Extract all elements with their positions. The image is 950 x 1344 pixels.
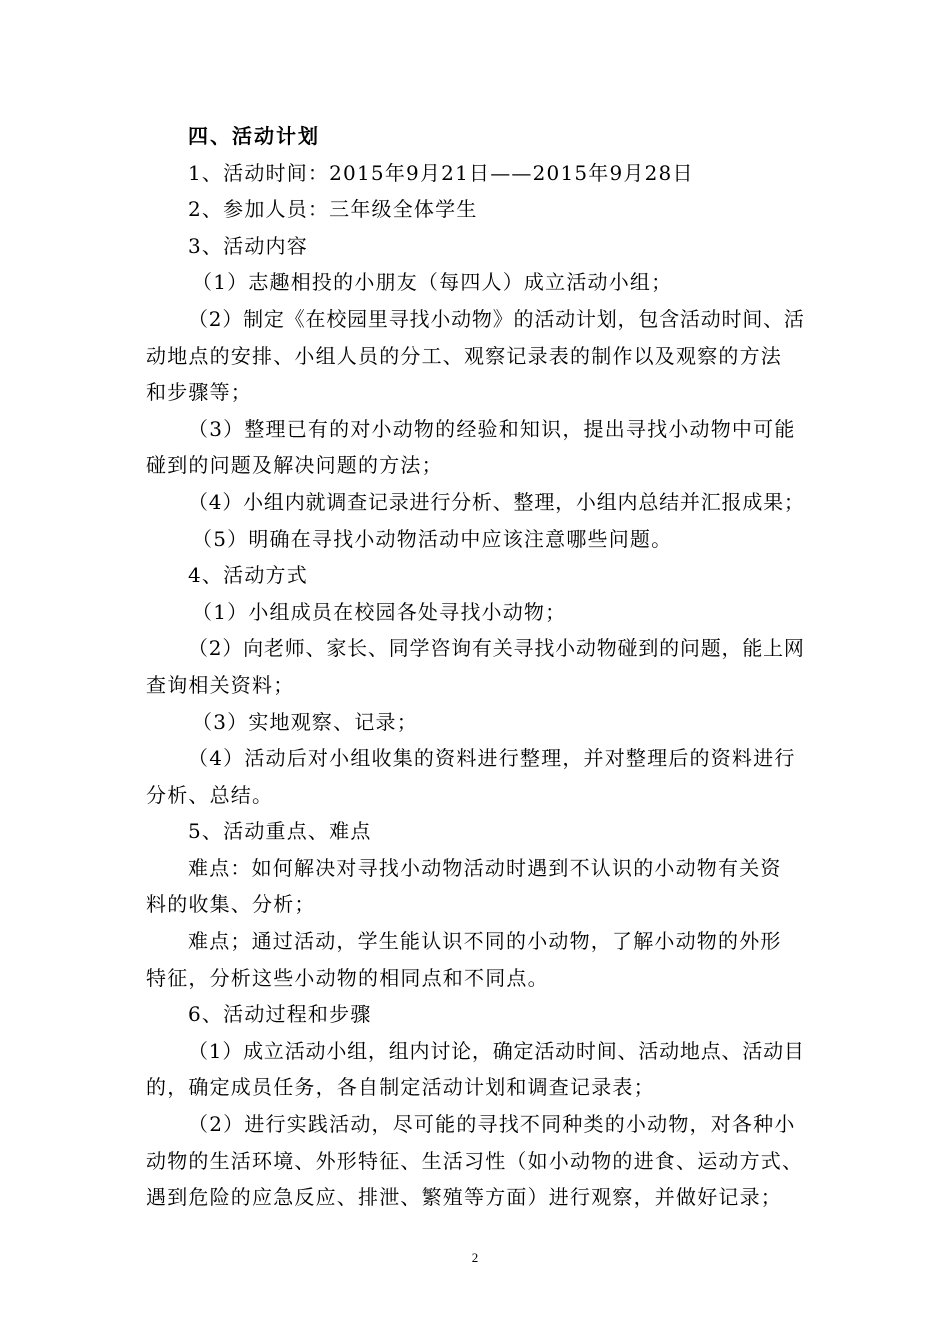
text-line: 2、参加人员：三年级全体学生 [188,197,478,222]
text-line: （2）向老师、家长、同学咨询有关寻找小动物碰到的问题，能上网 [188,636,805,661]
text-line: 遇到危险的应急反应、排泄、繁殖等方面）进行观察，并做好记录； [146,1185,782,1210]
text-line: 6、活动过程和步骤 [188,1002,372,1027]
text-line: （4）小组内就调查记录进行分析、整理，小组内总结并汇报成果； [188,489,805,514]
text-line: （5）明确在寻找小动物活动中应该注意哪些问题。 [192,526,673,551]
text-line: 查询相关资料； [146,672,295,697]
text-line: 动物的生活环境、外形特征、生活习性（如小动物的进食、运动方式、 [146,1148,804,1173]
text-line: （3）实地观察、记录； [192,709,418,734]
text-line: 和步骤等； [146,380,252,405]
text-line: 动地点的安排、小组人员的分工、观察记录表的制作以及观察的方法 [146,343,782,368]
text-line: 难点；通过活动，学生能认识不同的小动物，了解小动物的外形 [188,929,782,954]
text-line: （2）制定《在校园里寻找小动物》的活动计划，包含活动时间、活 [188,306,805,331]
page-number: 2 [471,1250,479,1265]
text-line: 难点：如何解决对寻找小动物活动时遇到不认识的小动物有关资 [188,855,782,880]
text-line: 1、活动时间：2015年9月21日——2015年9月28日 [188,160,694,185]
text-line: 特征，分析这些小动物的相同点和不同点。 [146,965,549,990]
text-line: 料的收集、分析； [146,892,316,917]
document-body [146,118,806,1216]
text-line: （1）成立活动小组，组内讨论，确定活动时间、活动地点、活动目 [188,1038,805,1063]
text-line: 5、活动重点、难点 [188,819,372,844]
text-line: 3、活动内容 [188,233,308,258]
section-heading: 四、活动计划 [188,124,320,148]
text-line: （4）活动后对小组收集的资料进行整理，并对整理后的资料进行 [188,746,796,771]
text-line: （2）进行实践活动，尽可能的寻找不同种类的小动物，对各种小 [188,1112,796,1137]
text-line: （1）志趣相投的小朋友（每四人）成立活动小组； [192,270,673,295]
text-line: 4、活动方式 [188,563,308,588]
text-line: （1）小组成员在校园各处寻找小动物； [192,599,567,624]
text-line: 的，确定成员任务，各自制定活动计划和调查记录表； [146,1075,655,1100]
text-line: （3）整理已有的对小动物的经验和知识，提出寻找小动物中可能 [188,416,796,441]
text-line: 分析、总结。 [146,782,274,807]
text-line: 碰到的问题及解决问题的方法； [146,453,443,478]
